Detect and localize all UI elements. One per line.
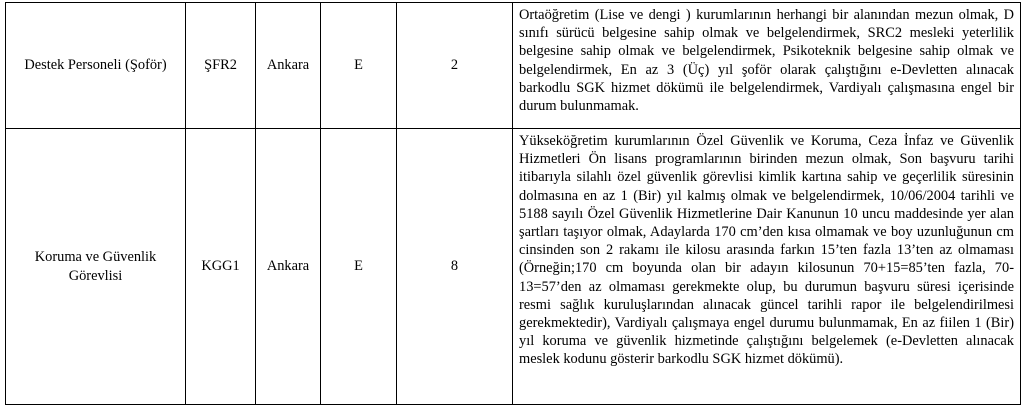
position-cell	[6, 3, 186, 129]
requirements-cell: Ortaöğretim (Lise ve dengi ) kurumlarının herhangi bir alanından mezun olmak, D sınıfı sürücü belgesine sahip olmak ve belgelendirmek, SRC2 mesleki yeterlilik belgesine sahip olmak ve belgelendirmek, Psikoteknik belgesine sahip olmak ve belgelendirmek, En az 3 (Üç) yıl şoför olarak çalıştığını e-Devletten alınacak barkodlu SGK hizmet dökümü ile belgelendirmek, Vardiyalı çalışmasına engel bir durum bulunmamak.	[513, 3, 1021, 129]
job-requirements-table	[5, 2, 1021, 405]
count-cell: 2	[397, 3, 513, 129]
position-name: Destek Personeli (Şoför)	[24, 57, 167, 74]
city-cell: Ankara	[256, 3, 321, 129]
position-name: Koruma ve Güvenlik Görevlisi	[34, 249, 157, 284]
table-row	[6, 129, 1021, 405]
position-cell	[6, 129, 186, 405]
code-cell: KGG1	[186, 129, 256, 405]
city-cell: Ankara	[256, 129, 321, 405]
count-cell: 8	[397, 129, 513, 405]
requirements-cell: Yükseköğretim kurumlarının Özel Güvenlik ve Koruma, Ceza İnfaz ve Güvenlik Hizmetleri Ön lisans programlarının birinden mezun olmak, Son başvuru tarihi itibarıyla silahlı özel güvenlik görevlisi kimlik kartına sahip ve geçerlilik süresinin dolmasına en az 1 (Bir) yıl kalmış olmak ve belgelendirmek, 10/06/2004 tarihli ve 5188 sayılı Özel Güvenlik Hizmetlerine Dair Kanunun 10 uncu maddesinde yer alan şartları taşıyor olmak, Adaylarda 170 cm’den kısa olmamak ve boy uzunluğunun cm cinsinden son 2 rakamı ile kilosu arasında farkın 15’ten fazla 13’ten az olmaması (Örneğin;170 cm boyunda olan bir adayın kilosunun 70+15=85’ten fazla, 70-13=57’den az olmaması gerekmekte olup, bu durumun başvuru süresi içerisinde resmi sağlık kuruluşlarından alınacak güncel tarihli rapor ile belgelendirilmesi gerekmektedir), Vardiyalı çalışmaya engel durumu bulunmamak, En az fiilen 1 (Bir) yıl koruma ve güvenlik hizmetinde çalıştığını belgelemek (e-Devletten alınacak meslek kodunu gösterir barkodlu SGK hizmet dökümü).	[513, 129, 1021, 405]
table-row	[6, 3, 1021, 129]
gender-cell: E	[321, 129, 397, 405]
gender-cell: E	[321, 3, 397, 129]
code-cell: ŞFR2	[186, 3, 256, 129]
